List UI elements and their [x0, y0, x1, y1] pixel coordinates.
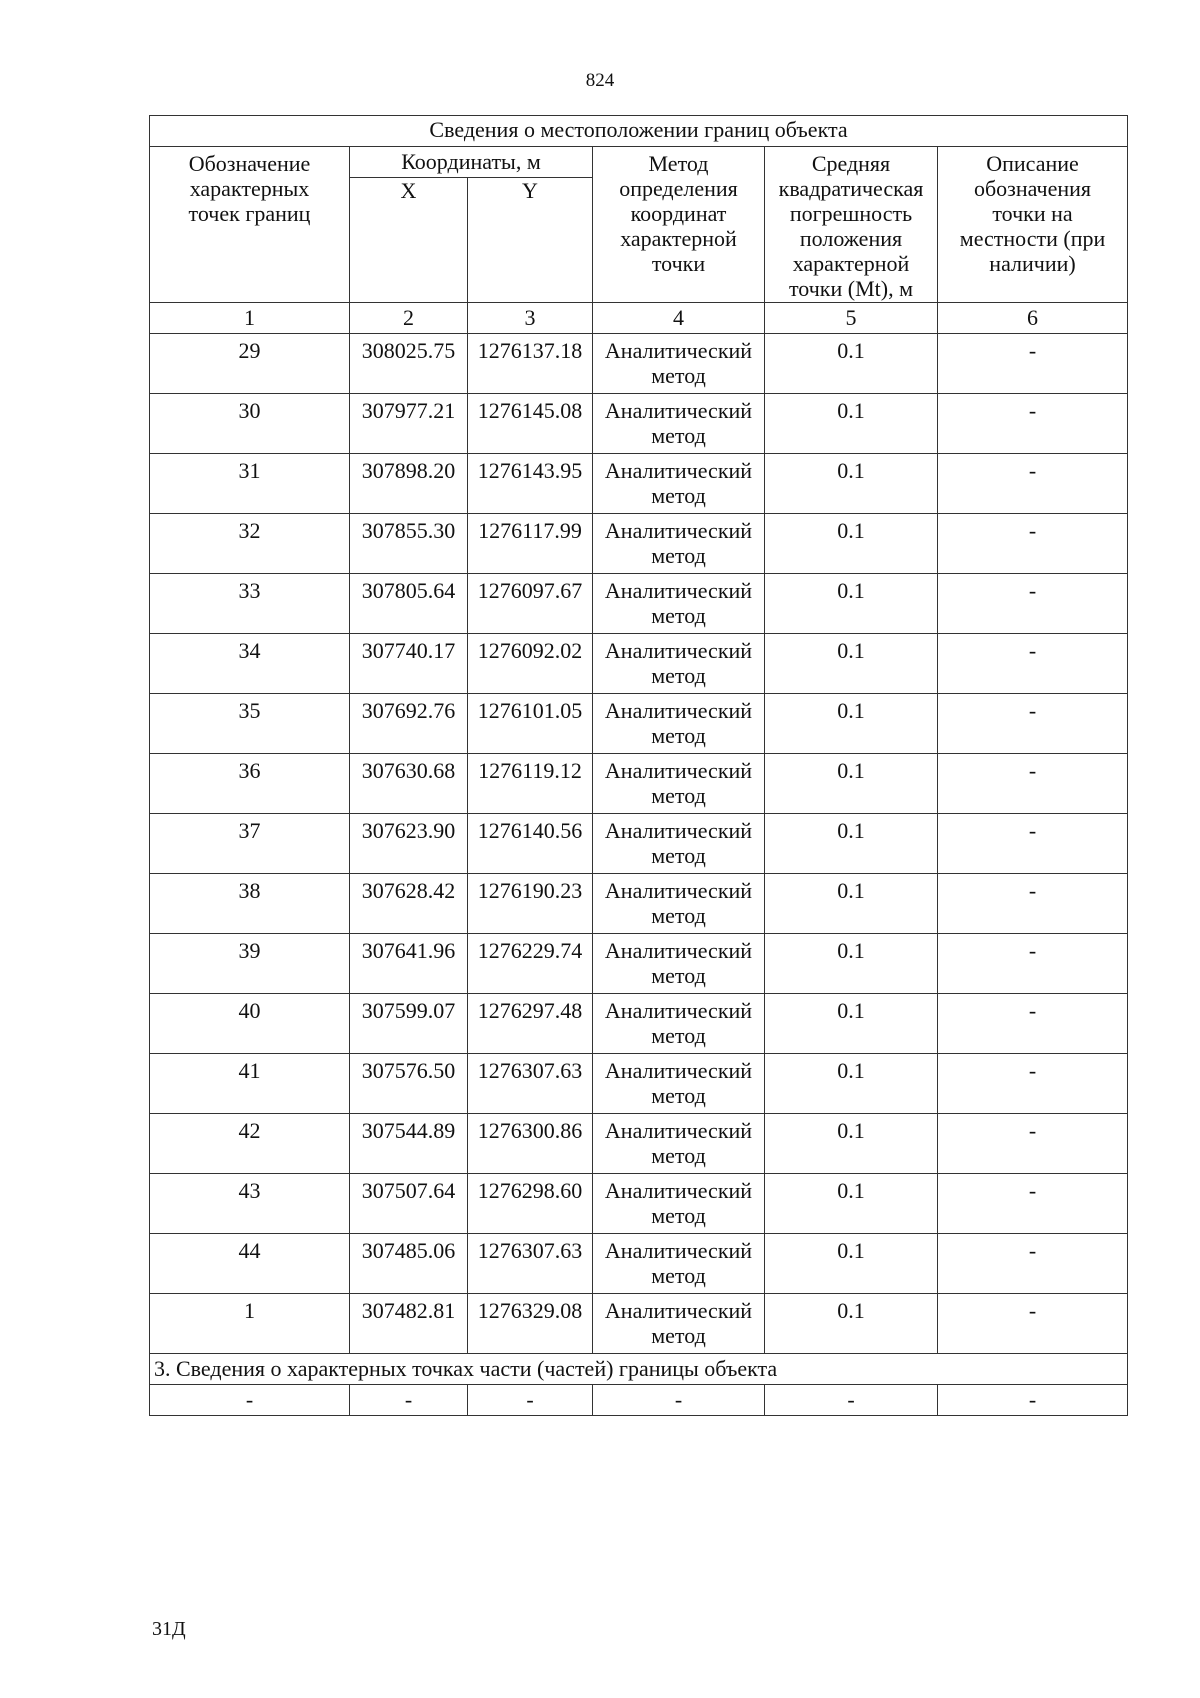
- cell-method: Аналитический метод: [593, 694, 765, 754]
- cell-empty: -: [150, 1385, 350, 1416]
- cell-x: 307485.06: [350, 1234, 468, 1294]
- cell-x: 307599.07: [350, 994, 468, 1054]
- cell-x: 307641.96: [350, 934, 468, 994]
- header-mean-square-error: Средняя квадратическая погрешность положения характерной точки (Mt), м: [765, 147, 938, 303]
- cell-method: Аналитический метод: [593, 874, 765, 934]
- cell-point: 38: [150, 874, 350, 934]
- cell-y: 1276190.23: [468, 874, 593, 934]
- cell-description: -: [938, 1114, 1128, 1174]
- cell-method: Аналитический метод: [593, 934, 765, 994]
- cell-empty: -: [350, 1385, 468, 1416]
- column-number: 5: [765, 303, 938, 334]
- cell-x: 307630.68: [350, 754, 468, 814]
- page-number: 824: [585, 70, 615, 91]
- table-row: [150, 514, 1128, 574]
- cell-x: 307977.21: [350, 394, 468, 454]
- cell-description: -: [938, 574, 1128, 634]
- cell-description: -: [938, 454, 1128, 514]
- cell-y: 1276119.12: [468, 754, 593, 814]
- cell-description: -: [938, 754, 1128, 814]
- cell-error: 0.1: [765, 514, 938, 574]
- cell-error: 0.1: [765, 574, 938, 634]
- cell-y: 1276229.74: [468, 934, 593, 994]
- cell-description: -: [938, 874, 1128, 934]
- cell-error: 0.1: [765, 394, 938, 454]
- table-row: [150, 994, 1128, 1054]
- table-row: [150, 454, 1128, 514]
- table-title: Сведения о местоположении границ объекта: [150, 116, 1128, 147]
- cell-x: 308025.75: [350, 334, 468, 394]
- header-point-designation: Обозначение характерных точек границ: [150, 147, 350, 303]
- header-x: X: [350, 178, 468, 303]
- column-number: 6: [938, 303, 1128, 334]
- table-row: [150, 634, 1128, 694]
- cell-description: -: [938, 1174, 1128, 1234]
- cell-y: 1276145.08: [468, 394, 593, 454]
- table-row: [150, 1114, 1128, 1174]
- cell-point: 31: [150, 454, 350, 514]
- cell-point: 30: [150, 394, 350, 454]
- cell-x: 307740.17: [350, 634, 468, 694]
- footer-code: 31Д: [152, 1618, 186, 1640]
- cell-empty: -: [765, 1385, 938, 1416]
- cell-method: Аналитический метод: [593, 574, 765, 634]
- cell-empty: -: [938, 1385, 1128, 1416]
- cell-point: 41: [150, 1054, 350, 1114]
- cell-error: 0.1: [765, 334, 938, 394]
- cell-method: Аналитический метод: [593, 454, 765, 514]
- cell-y: 1276307.63: [468, 1234, 593, 1294]
- cell-y: 1276143.95: [468, 454, 593, 514]
- table-row: [150, 394, 1128, 454]
- header-description: Описание обозначения точки на местности (при наличии): [938, 147, 1128, 303]
- cell-empty: -: [593, 1385, 765, 1416]
- header-method: Метод определения координат характерной точки: [593, 147, 765, 303]
- cell-error: 0.1: [765, 994, 938, 1054]
- cell-point: 35: [150, 694, 350, 754]
- table-row: [150, 754, 1128, 814]
- table-row: [150, 1294, 1128, 1354]
- cell-method: Аналитический метод: [593, 1114, 765, 1174]
- cell-x: 307805.64: [350, 574, 468, 634]
- column-number: 4: [593, 303, 765, 334]
- cell-point: 1: [150, 1294, 350, 1354]
- cell-y: 1276307.63: [468, 1054, 593, 1114]
- cell-description: -: [938, 634, 1128, 694]
- cell-description: -: [938, 1234, 1128, 1294]
- cell-error: 0.1: [765, 694, 938, 754]
- cell-method: Аналитический метод: [593, 1234, 765, 1294]
- table-row: [150, 1234, 1128, 1294]
- table-row: [150, 934, 1128, 994]
- cell-x: 307507.64: [350, 1174, 468, 1234]
- cell-y: 1276137.18: [468, 334, 593, 394]
- boundary-coordinates-table: [149, 115, 1128, 1416]
- cell-method: Аналитический метод: [593, 994, 765, 1054]
- cell-error: 0.1: [765, 634, 938, 694]
- cell-description: -: [938, 394, 1128, 454]
- column-number: 2: [350, 303, 468, 334]
- cell-empty: -: [468, 1385, 593, 1416]
- table-row: [150, 334, 1128, 394]
- cell-error: 0.1: [765, 754, 938, 814]
- cell-error: 0.1: [765, 814, 938, 874]
- cell-method: Аналитический метод: [593, 1054, 765, 1114]
- cell-method: Аналитический метод: [593, 394, 765, 454]
- cell-point: 44: [150, 1234, 350, 1294]
- section-3-title: 3. Сведения о характерных точках части (частей) границы объекта: [150, 1354, 1128, 1385]
- cell-error: 0.1: [765, 1114, 938, 1174]
- cell-description: -: [938, 814, 1128, 874]
- cell-x: 307692.76: [350, 694, 468, 754]
- cell-point: 33: [150, 574, 350, 634]
- cell-description: -: [938, 934, 1128, 994]
- cell-point: 32: [150, 514, 350, 574]
- header-y: Y: [468, 178, 593, 303]
- cell-error: 0.1: [765, 874, 938, 934]
- cell-error: 0.1: [765, 1174, 938, 1234]
- cell-method: Аналитический метод: [593, 754, 765, 814]
- cell-x: 307482.81: [350, 1294, 468, 1354]
- cell-y: 1276117.99: [468, 514, 593, 574]
- cell-x: 307898.20: [350, 454, 468, 514]
- cell-method: Аналитический метод: [593, 334, 765, 394]
- cell-y: 1276092.02: [468, 634, 593, 694]
- cell-method: Аналитический метод: [593, 1174, 765, 1234]
- column-number: 3: [468, 303, 593, 334]
- cell-y: 1276097.67: [468, 574, 593, 634]
- section-3-row: [150, 1385, 1128, 1416]
- cell-y: 1276329.08: [468, 1294, 593, 1354]
- table-row: [150, 814, 1128, 874]
- cell-point: 36: [150, 754, 350, 814]
- cell-description: -: [938, 694, 1128, 754]
- cell-description: -: [938, 994, 1128, 1054]
- cell-error: 0.1: [765, 1054, 938, 1114]
- cell-error: 0.1: [765, 1294, 938, 1354]
- cell-description: -: [938, 334, 1128, 394]
- cell-y: 1276297.48: [468, 994, 593, 1054]
- table-row: [150, 694, 1128, 754]
- cell-y: 1276298.60: [468, 1174, 593, 1234]
- cell-error: 0.1: [765, 454, 938, 514]
- cell-error: 0.1: [765, 1234, 938, 1294]
- cell-point: 39: [150, 934, 350, 994]
- cell-error: 0.1: [765, 934, 938, 994]
- cell-point: 43: [150, 1174, 350, 1234]
- cell-x: 307576.50: [350, 1054, 468, 1114]
- cell-x: 307855.30: [350, 514, 468, 574]
- cell-point: 42: [150, 1114, 350, 1174]
- cell-y: 1276140.56: [468, 814, 593, 874]
- cell-x: 307544.89: [350, 1114, 468, 1174]
- cell-y: 1276300.86: [468, 1114, 593, 1174]
- cell-description: -: [938, 514, 1128, 574]
- cell-point: 29: [150, 334, 350, 394]
- column-numbers-row: [150, 303, 1128, 334]
- column-number: 1: [150, 303, 350, 334]
- cell-method: Аналитический метод: [593, 1294, 765, 1354]
- cell-x: 307623.90: [350, 814, 468, 874]
- table-row: [150, 1054, 1128, 1114]
- cell-method: Аналитический метод: [593, 634, 765, 694]
- cell-method: Аналитический метод: [593, 514, 765, 574]
- cell-method: Аналитический метод: [593, 814, 765, 874]
- cell-y: 1276101.05: [468, 694, 593, 754]
- cell-x: 307628.42: [350, 874, 468, 934]
- cell-point: 37: [150, 814, 350, 874]
- table-row: [150, 1174, 1128, 1234]
- table-row: [150, 574, 1128, 634]
- cell-description: -: [938, 1294, 1128, 1354]
- cell-point: 34: [150, 634, 350, 694]
- table-row: [150, 874, 1128, 934]
- header-coordinates: Координаты, м: [350, 147, 593, 178]
- cell-description: -: [938, 1054, 1128, 1114]
- cell-point: 40: [150, 994, 350, 1054]
